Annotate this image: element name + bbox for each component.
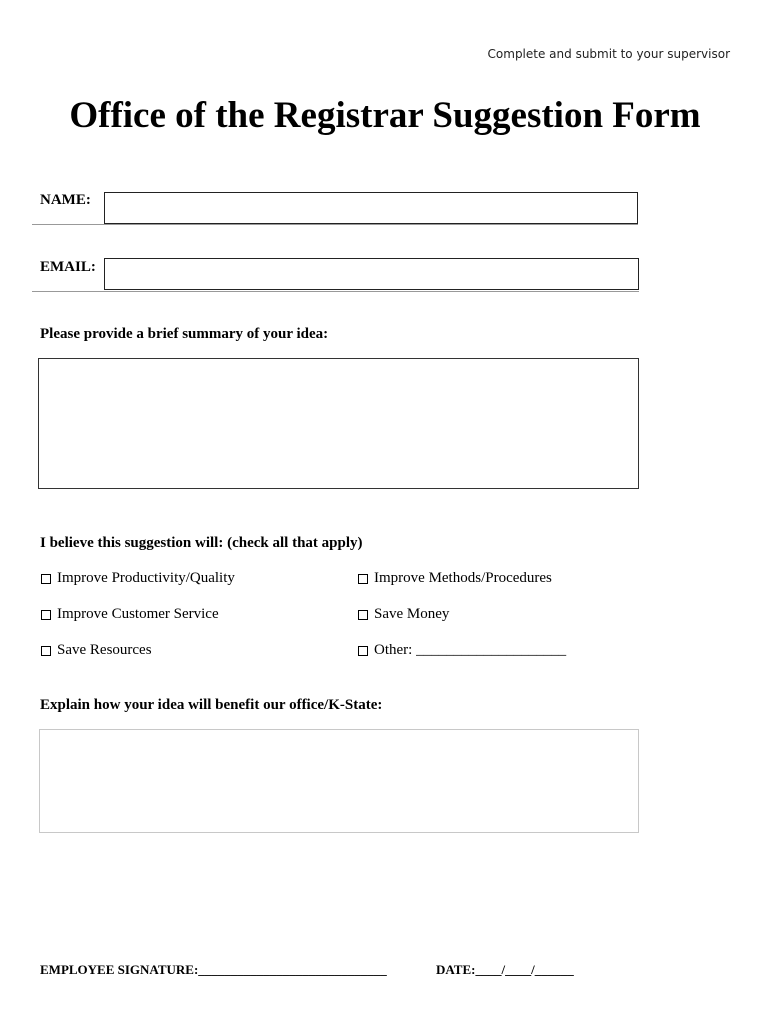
checkbox-icon[interactable] [358,574,368,584]
form-title: Office of the Registrar Suggestion Form [69,95,701,136]
option-improve-customer-service[interactable] [41,606,219,623]
option-improve-productivity[interactable] [41,570,235,587]
checkbox-icon[interactable] [41,574,51,584]
option-label: Save Resources [57,642,152,658]
checkbox-icon[interactable] [41,646,51,656]
email-label: EMAIL: [40,259,96,275]
checkbox-icon[interactable] [41,610,51,620]
option-save-resources[interactable] [41,642,152,659]
employee-signature-line[interactable]: EMPLOYEE SIGNATURE:_____________________________ [40,962,387,977]
option-other[interactable] [358,642,566,659]
option-label: Save Money [374,606,450,622]
checkbox-icon[interactable] [358,646,368,656]
email-underline [32,291,639,292]
option-label: Improve Customer Service [57,606,219,622]
benefit-prompt: Explain how your idea will benefit our office/K-State: [40,697,383,713]
option-label: Improve Methods/Procedures [374,570,552,586]
name-field[interactable] [104,192,638,224]
checkbox-icon[interactable] [358,610,368,620]
date-line[interactable]: DATE:____/____/______ [436,962,574,977]
option-label: Improve Productivity/Quality [57,570,235,586]
instruction-text: Complete and submit to your supervisor [487,47,730,61]
summary-prompt: Please provide a brief summary of your idea: [40,326,329,342]
option-label: Other: ____________________ [374,642,567,658]
name-label: NAME: [40,192,91,208]
option-save-money[interactable] [358,606,449,623]
name-underline [32,224,638,225]
option-improve-methods[interactable] [358,570,552,587]
benefit-textarea[interactable] [39,729,639,833]
checklist-heading: I believe this suggestion will: (check all that apply) [40,535,363,551]
summary-textarea[interactable] [38,358,639,489]
email-field[interactable] [104,258,639,290]
